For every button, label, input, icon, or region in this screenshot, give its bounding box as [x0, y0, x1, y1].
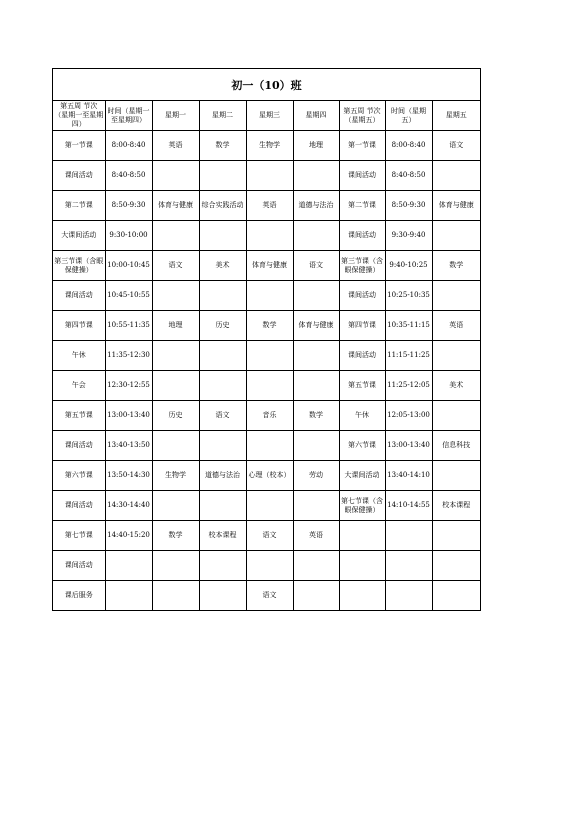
table-cell — [293, 161, 339, 191]
table-cell — [199, 161, 246, 191]
table-cell: 课间活动 — [53, 551, 105, 581]
table-row — [53, 221, 480, 251]
table-cell: 13:40-14:10 — [385, 461, 432, 491]
table-cell — [293, 371, 339, 401]
table-row — [53, 491, 480, 521]
table-cell — [199, 551, 246, 581]
table-cell — [293, 491, 339, 521]
table-cell — [152, 581, 199, 611]
table-cell: 大课间活动 — [339, 461, 385, 491]
table-cell: 8:40-8:50 — [105, 161, 152, 191]
table-cell: 英语 — [293, 521, 339, 551]
table-cell — [152, 371, 199, 401]
column-header: 星期三 — [246, 101, 293, 131]
table-cell — [432, 161, 480, 191]
table-cell: 道德与法治 — [199, 461, 246, 491]
table-cell — [246, 221, 293, 251]
table-cell: 第五节课 — [339, 371, 385, 401]
table-cell: 英语 — [246, 191, 293, 221]
column-header: 星期四 — [293, 101, 339, 131]
table-cell: 8:00-8:40 — [105, 131, 152, 161]
table-cell — [199, 581, 246, 611]
table-cell: 9:30-9:40 — [385, 221, 432, 251]
table-cell: 体育与健康 — [432, 191, 480, 221]
table-cell: 道德与法治 — [293, 191, 339, 221]
table-cell: 第二节课 — [339, 191, 385, 221]
table-cell: 大课间活动 — [53, 221, 105, 251]
table-cell: 8:50-9:30 — [385, 191, 432, 221]
table-cell: 第二节课 — [53, 191, 105, 221]
table-cell: 体育与健康 — [246, 251, 293, 281]
table-cell — [152, 221, 199, 251]
table-cell — [432, 551, 480, 581]
table-cell: 10:25-10:35 — [385, 281, 432, 311]
table-cell: 第一节课 — [339, 131, 385, 161]
table-cell: 语文 — [293, 251, 339, 281]
table-cell: 14:30-14:40 — [105, 491, 152, 521]
table-row — [53, 581, 480, 611]
table-cell: 历史 — [152, 401, 199, 431]
table-cell: 14:40-15:20 — [105, 521, 152, 551]
table-cell — [199, 281, 246, 311]
table-row — [53, 431, 480, 461]
table-cell: 第七节课（含眼保健操） — [339, 491, 385, 521]
column-header: 第五周 节次（星期一至星期四） — [53, 101, 105, 131]
table-cell — [339, 551, 385, 581]
table-cell: 劳动 — [293, 461, 339, 491]
table-cell: 语文 — [246, 521, 293, 551]
table-cell — [152, 341, 199, 371]
table-cell — [199, 371, 246, 401]
table-cell: 英语 — [432, 311, 480, 341]
table-cell: 语文 — [246, 581, 293, 611]
table-cell: 11:15-11:25 — [385, 341, 432, 371]
table-cell: 信息科技 — [432, 431, 480, 461]
table-cell — [199, 341, 246, 371]
table-cell — [199, 491, 246, 521]
table-cell: 美术 — [432, 371, 480, 401]
table-cell: 10:45-10:55 — [105, 281, 152, 311]
table-cell — [199, 221, 246, 251]
table-cell: 9:40-10:25 — [385, 251, 432, 281]
table-cell: 课间活动 — [53, 161, 105, 191]
table-row — [53, 551, 480, 581]
table-cell — [246, 551, 293, 581]
timetable — [53, 101, 480, 610]
table-cell: 课间活动 — [53, 431, 105, 461]
column-header: 星期二 — [199, 101, 246, 131]
column-header: 时间（星期五） — [385, 101, 432, 131]
table-cell — [339, 581, 385, 611]
table-cell: 数学 — [293, 401, 339, 431]
table-cell: 11:35-12:30 — [105, 341, 152, 371]
table-cell: 第一节课 — [53, 131, 105, 161]
table-cell: 语文 — [432, 131, 480, 161]
table-cell: 语文 — [152, 251, 199, 281]
table-row — [53, 161, 480, 191]
table-cell: 13:40-13:50 — [105, 431, 152, 461]
table-cell: 11:25-12:05 — [385, 371, 432, 401]
table-cell — [246, 341, 293, 371]
table-cell: 9:30-10:00 — [105, 221, 152, 251]
table-cell: 数学 — [152, 521, 199, 551]
table-cell — [432, 221, 480, 251]
table-cell — [385, 521, 432, 551]
table-row — [53, 131, 480, 161]
table-row — [53, 311, 480, 341]
table-cell — [432, 461, 480, 491]
table-cell: 午会 — [53, 371, 105, 401]
table-cell: 8:50-9:30 — [105, 191, 152, 221]
table-cell: 课间活动 — [339, 341, 385, 371]
table-cell — [293, 431, 339, 461]
table-cell — [432, 281, 480, 311]
table-cell: 10:00-10:45 — [105, 251, 152, 281]
table-cell: 8:40-8:50 — [385, 161, 432, 191]
table-cell: 数学 — [246, 311, 293, 341]
table-cell: 心理（校本） — [246, 461, 293, 491]
table-cell: 英语 — [152, 131, 199, 161]
table-cell — [432, 401, 480, 431]
table-cell: 12:30-12:55 — [105, 371, 152, 401]
table-cell: 10:35-11:15 — [385, 311, 432, 341]
table-cell — [385, 551, 432, 581]
table-cell: 10:55-11:35 — [105, 311, 152, 341]
table-cell: 8:00-8:40 — [385, 131, 432, 161]
column-header: 第五周 节次（星期五） — [339, 101, 385, 131]
table-cell — [152, 161, 199, 191]
table-cell — [293, 221, 339, 251]
table-cell: 数学 — [199, 131, 246, 161]
timetable-title: 初一（10）班 — [53, 69, 480, 101]
table-cell: 体育与健康 — [293, 311, 339, 341]
table-cell: 课间活动 — [339, 221, 385, 251]
table-cell — [293, 581, 339, 611]
table-cell: 美术 — [199, 251, 246, 281]
table-cell: 课间活动 — [53, 281, 105, 311]
table-cell — [293, 341, 339, 371]
table-cell: 第七节课 — [53, 521, 105, 551]
table-row — [53, 281, 480, 311]
column-header: 时间（星期一至星期四） — [105, 101, 152, 131]
table-cell: 课间活动 — [339, 161, 385, 191]
table-cell — [246, 371, 293, 401]
table-cell — [105, 581, 152, 611]
table-cell: 第三节课（含眼保健操） — [53, 251, 105, 281]
table-cell: 12:05-13:00 — [385, 401, 432, 431]
table-cell — [339, 521, 385, 551]
table-cell: 午休 — [339, 401, 385, 431]
table-cell — [246, 281, 293, 311]
header-row — [53, 101, 480, 131]
table-cell — [105, 551, 152, 581]
table-cell: 第四节课 — [339, 311, 385, 341]
table-cell: 第六节课 — [53, 461, 105, 491]
table-row — [53, 251, 480, 281]
table-cell — [293, 551, 339, 581]
table-cell: 地理 — [152, 311, 199, 341]
table-row — [53, 461, 480, 491]
table-row — [53, 401, 480, 431]
table-cell — [432, 521, 480, 551]
table-cell — [152, 431, 199, 461]
table-cell — [385, 581, 432, 611]
table-cell — [152, 491, 199, 521]
table-cell: 第六节课 — [339, 431, 385, 461]
table-cell: 历史 — [199, 311, 246, 341]
table-cell — [152, 281, 199, 311]
table-cell: 课间活动 — [339, 281, 385, 311]
table-cell — [199, 431, 246, 461]
timetable-sheet — [52, 68, 481, 611]
table-cell: 校本课程 — [432, 491, 480, 521]
column-header: 星期一 — [152, 101, 199, 131]
table-cell: 课后服务 — [53, 581, 105, 611]
table-cell — [432, 581, 480, 611]
table-cell: 生物学 — [246, 131, 293, 161]
table-cell: 数学 — [432, 251, 480, 281]
column-header: 星期五 — [432, 101, 480, 131]
table-cell — [246, 161, 293, 191]
table-cell: 13:00-13:40 — [105, 401, 152, 431]
table-cell — [152, 551, 199, 581]
table-row — [53, 191, 480, 221]
table-cell: 第五节课 — [53, 401, 105, 431]
table-cell: 午休 — [53, 341, 105, 371]
table-cell: 音乐 — [246, 401, 293, 431]
table-cell: 综合实践活动 — [199, 191, 246, 221]
table-cell: 语文 — [199, 401, 246, 431]
timetable-body — [53, 101, 480, 610]
table-cell — [432, 341, 480, 371]
table-row — [53, 371, 480, 401]
table-cell — [246, 431, 293, 461]
table-row — [53, 341, 480, 371]
table-cell: 课间活动 — [53, 491, 105, 521]
table-row — [53, 521, 480, 551]
table-cell — [293, 281, 339, 311]
table-cell: 校本课程 — [199, 521, 246, 551]
table-cell: 生物学 — [152, 461, 199, 491]
table-cell: 地理 — [293, 131, 339, 161]
table-cell: 13:50-14:30 — [105, 461, 152, 491]
table-cell: 14:10-14:55 — [385, 491, 432, 521]
table-cell: 体育与健康 — [152, 191, 199, 221]
table-cell: 第三节课（含眼保健操） — [339, 251, 385, 281]
table-cell: 13:00-13:40 — [385, 431, 432, 461]
table-cell — [246, 491, 293, 521]
table-cell: 第四节课 — [53, 311, 105, 341]
